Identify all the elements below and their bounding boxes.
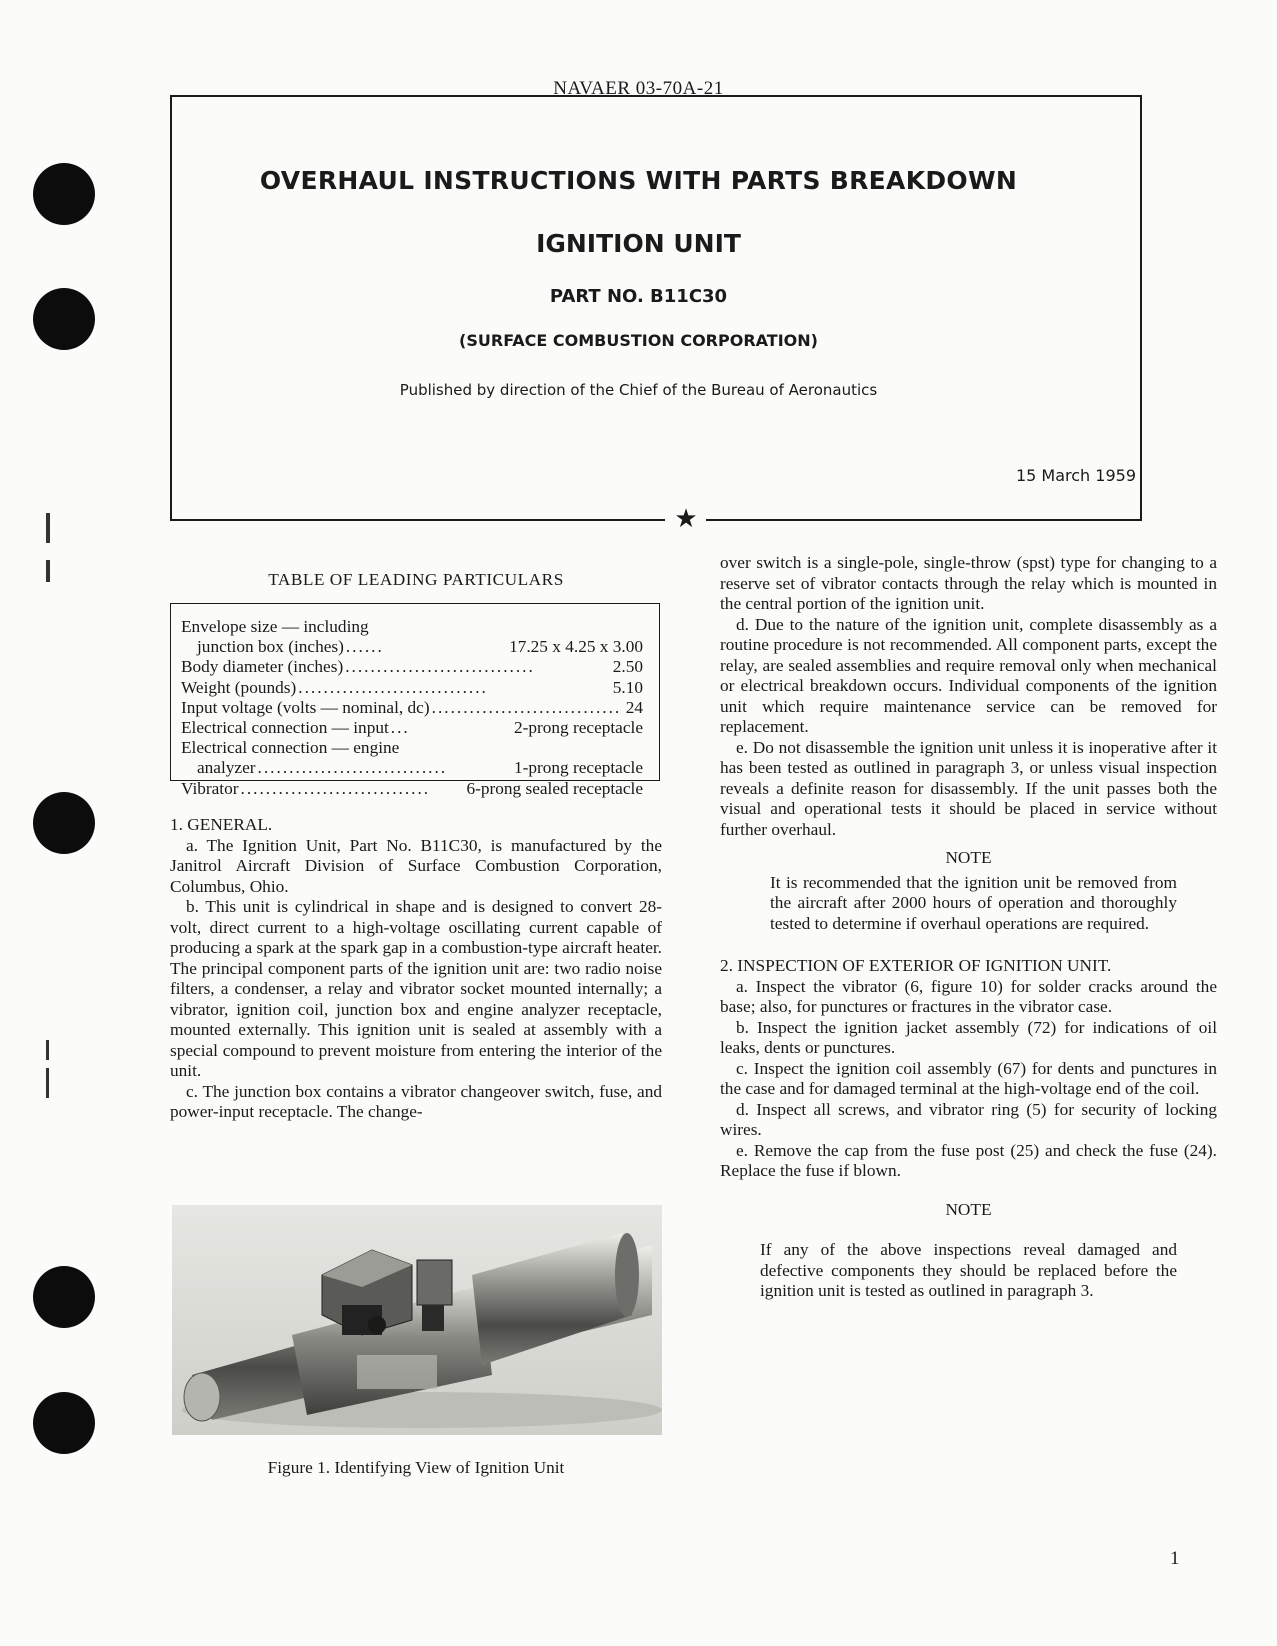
doc-title: OVERHAUL INSTRUCTIONS WITH PARTS BREAKDOWN xyxy=(259,166,1018,195)
paragraph-1a: a. The Ignition Unit, Part No. B11C30, is manufactured by the Janitrol Aircraft Division of Surface Combustion Corporation, Columbus, Ohio. xyxy=(170,835,662,896)
star-icon: ★ xyxy=(674,504,698,534)
publication-date: 15 March 1959 xyxy=(1015,466,1136,485)
company-name: (SURFACE COMBUSTION CORPORATION) xyxy=(459,331,818,350)
note-heading: NOTE xyxy=(945,848,992,867)
tlp-row: Body diameter (inches) .............................. 2.50 xyxy=(181,657,643,677)
binder-hole xyxy=(33,1266,95,1328)
margin-mark xyxy=(46,560,50,582)
section-heading: 2. INSPECTION OF EXTERIOR OF IGNITION UNIT. xyxy=(720,956,1112,975)
paragraph-2a: a. Inspect the vibrator (6, figure 10) for solder cracks around the base; also, for punctures or fractures in the vibrator case. xyxy=(720,976,1217,1016)
binder-hole xyxy=(33,792,95,854)
ignition-unit-photo xyxy=(172,1205,662,1435)
title-box-rule xyxy=(706,519,1140,521)
tlp-row: Weight (pounds) .............................. 5.10 xyxy=(181,677,643,697)
tlp-row: Electrical connection — engine xyxy=(181,738,400,758)
doc-subtitle: IGNITION UNIT xyxy=(536,229,741,258)
paragraph-1e: e. Do not disassemble the ignition unit unless it is inoperative after it has been tested as outlined in paragraph 3, or unless visual inspection reveals a definite reason for disassembly. If the unit passes both the visual and operational tests it should be placed in service without further overhaul. xyxy=(720,737,1217,839)
margin-mark xyxy=(46,1040,49,1060)
tlp-row: analyzer .............................. 1-prong receptacle xyxy=(197,758,643,778)
paragraph-1d: d. Due to the nature of the ignition unit, complete disassembly as a routine procedure is not recommended. All component parts, except the relay, are sealed assemblies and require removal only when mechanical or electrical breakdown occurs. Individual components of the ignition unit which require maintenance service can be removed for replacement. xyxy=(720,614,1217,736)
paragraph-2e: e. Remove the cap from the fuse post (25) and check the fuse (24). Replace the fuse if blown. xyxy=(720,1140,1217,1180)
paragraph-1c-continued: over switch is a single-pole, single-throw (spst) type for changing to a reserve set of vibrator contacts through the relay which is mounted in the central portion of the ignition unit. xyxy=(720,553,1217,613)
paragraph-2c: c. Inspect the ignition coil assembly (67) for dents and punctures in the case and for damaged terminal at the high-voltage end of the coil. xyxy=(720,1058,1217,1098)
note-text: It is recommended that the ignition unit be removed from the aircraft after 2000 hours of operation and thoroughly tested to determine if overhaul operations are required. xyxy=(770,872,1177,933)
page-number: 1 xyxy=(1170,1548,1180,1569)
tlp-row: Vibrator .............................. 6-prong sealed receptacle xyxy=(181,778,643,798)
tlp-row: Electrical connection — input ... 2-prong receptacle xyxy=(181,718,643,738)
ignition-unit-image xyxy=(172,1205,662,1435)
note-text: If any of the above inspections reveal damaged and defective components they should be replaced before the ignition unit is tested as outlined in paragraph 3. xyxy=(760,1240,1177,1300)
part-number: PART NO. B11C30 xyxy=(549,286,728,307)
binder-hole xyxy=(33,1392,95,1454)
section-general xyxy=(170,815,662,1123)
paragraph-2d: d. Inspect all screws, and vibrator ring (5) for security of locking wires. xyxy=(720,1099,1217,1139)
tlp-table xyxy=(170,603,660,798)
paragraph-1c: c. The junction box contains a vibrator changeover switch, fuse, and power-input receptacle. The change- xyxy=(170,1081,662,1121)
title-box-rule xyxy=(170,519,665,521)
tlp-row: junction box (inches) ...... 17.25 x 4.25 x 3.00 xyxy=(197,637,643,657)
title-box xyxy=(170,95,1142,521)
tlp-row: Envelope size — including xyxy=(181,617,369,636)
section-heading: 1. GENERAL. xyxy=(170,815,273,834)
doc-number: NAVAER 03-70A-21 xyxy=(553,78,724,99)
tlp-title: TABLE OF LEADING PARTICULARS xyxy=(268,570,564,589)
note-heading: NOTE xyxy=(945,1199,992,1219)
margin-mark xyxy=(46,513,50,543)
paragraph-1b: b. This unit is cylindrical in shape and is designed to convert 28-volt, direct current to a high-voltage oscillating current capable of producing a spark at the spark gap in a combustion-type aircraft heater. The principal component parts of the ignition unit are: two radio noise filters, a condenser, a relay and vibrator socket mounted internally; a vibrator, ignition coil, junction box and engine analyzer receptacle, mounted externally. This ignition unit is sealed at assembly with a special compound to prevent moisture from entering the interior of the unit. xyxy=(170,897,662,1080)
figure-caption: Figure 1. Identifying View of Ignition Unit xyxy=(267,1458,565,1477)
published-by: Published by direction of the Chief of the Bureau of Aeronautics xyxy=(399,381,878,399)
tlp-row: Input voltage (volts — nominal, dc) .............................. 24 xyxy=(181,697,643,717)
paragraph-2b: b. Inspect the ignition jacket assembly (72) for indications of oil leaks, dents or punctures. xyxy=(720,1017,1217,1057)
right-column xyxy=(720,553,1217,1302)
margin-mark xyxy=(46,1068,49,1098)
